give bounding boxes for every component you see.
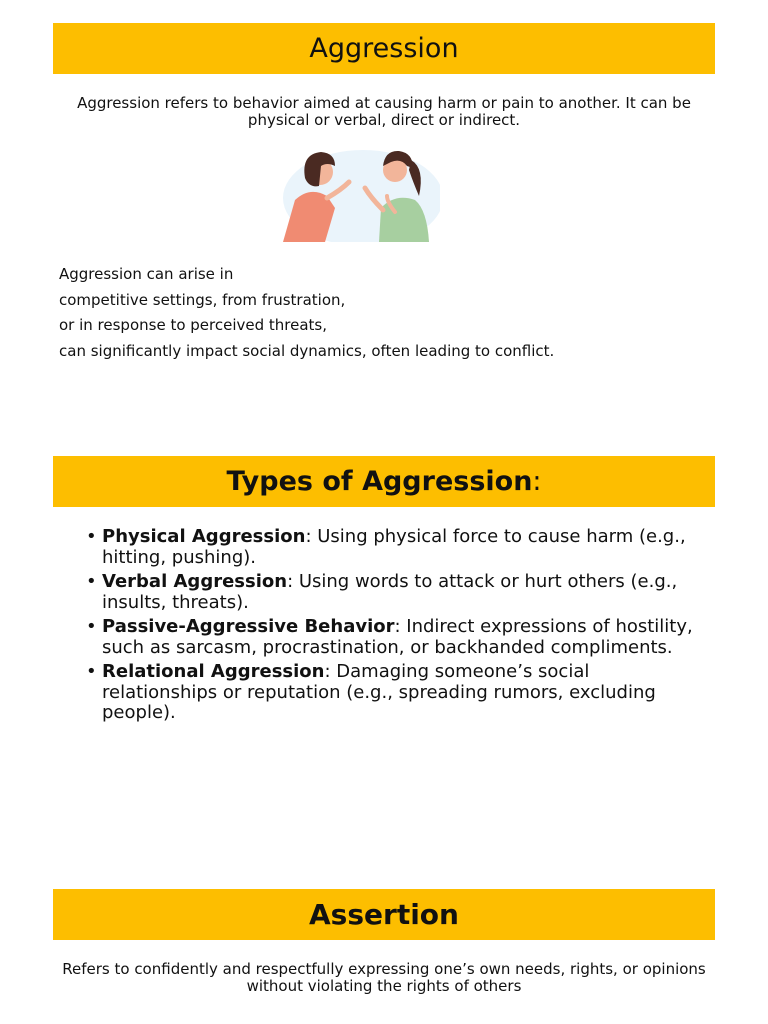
types-list — [86, 527, 706, 728]
aggression-line-1: Aggression can arise in — [59, 265, 234, 283]
type-term: Verbal Aggression — [102, 571, 288, 592]
aggression-intro: Aggression refers to behavior aimed at causing harm or pain to another. It can be physical or verbal, direct or indirect. — [77, 94, 691, 129]
type-term: Passive-Aggressive Behavior — [102, 616, 395, 637]
type-desc: : Indirect expressions of hostility, such as sarcasm, procrastination, or backhanded compliments. — [102, 616, 693, 658]
type-term: Relational Aggression — [102, 661, 325, 682]
type-desc: : Damaging someone’s social relationships or reputation (e.g., spreading rumors, excluding people). — [102, 661, 656, 723]
types-banner — [53, 456, 715, 507]
two-women-arguing-illustration — [275, 138, 440, 242]
aggression-line-2: competitive settings, from frustration, — [59, 290, 346, 309]
list-item — [86, 572, 706, 613]
assertion-banner — [53, 889, 715, 940]
list-item — [86, 617, 706, 658]
list-item — [86, 527, 706, 568]
aggression-line-3: or in response to perceived threats, — [59, 316, 328, 334]
types-title-colon: : — [532, 466, 542, 497]
assertion-text: Refers to confidently and respectfully expressing one’s own needs, rights, or opinions without violating the rights of others — [62, 960, 706, 995]
aggression-line-4: can significantly impact social dynamics, often leading to conflict. — [59, 341, 555, 360]
type-desc: : Using physical force to cause harm (e.g., hitting, pushing). — [102, 526, 686, 568]
aggression-details — [59, 262, 699, 364]
type-desc: : Using words to attack or hurt others (e.g., insults, threats). — [102, 571, 678, 613]
assertion-title: Assertion — [309, 898, 459, 931]
aggression-title: Aggression — [309, 33, 459, 64]
types-title: Types of Aggression — [226, 466, 533, 497]
type-term: Physical Aggression — [102, 526, 306, 547]
aggression-banner — [53, 23, 715, 74]
list-item — [86, 662, 706, 724]
